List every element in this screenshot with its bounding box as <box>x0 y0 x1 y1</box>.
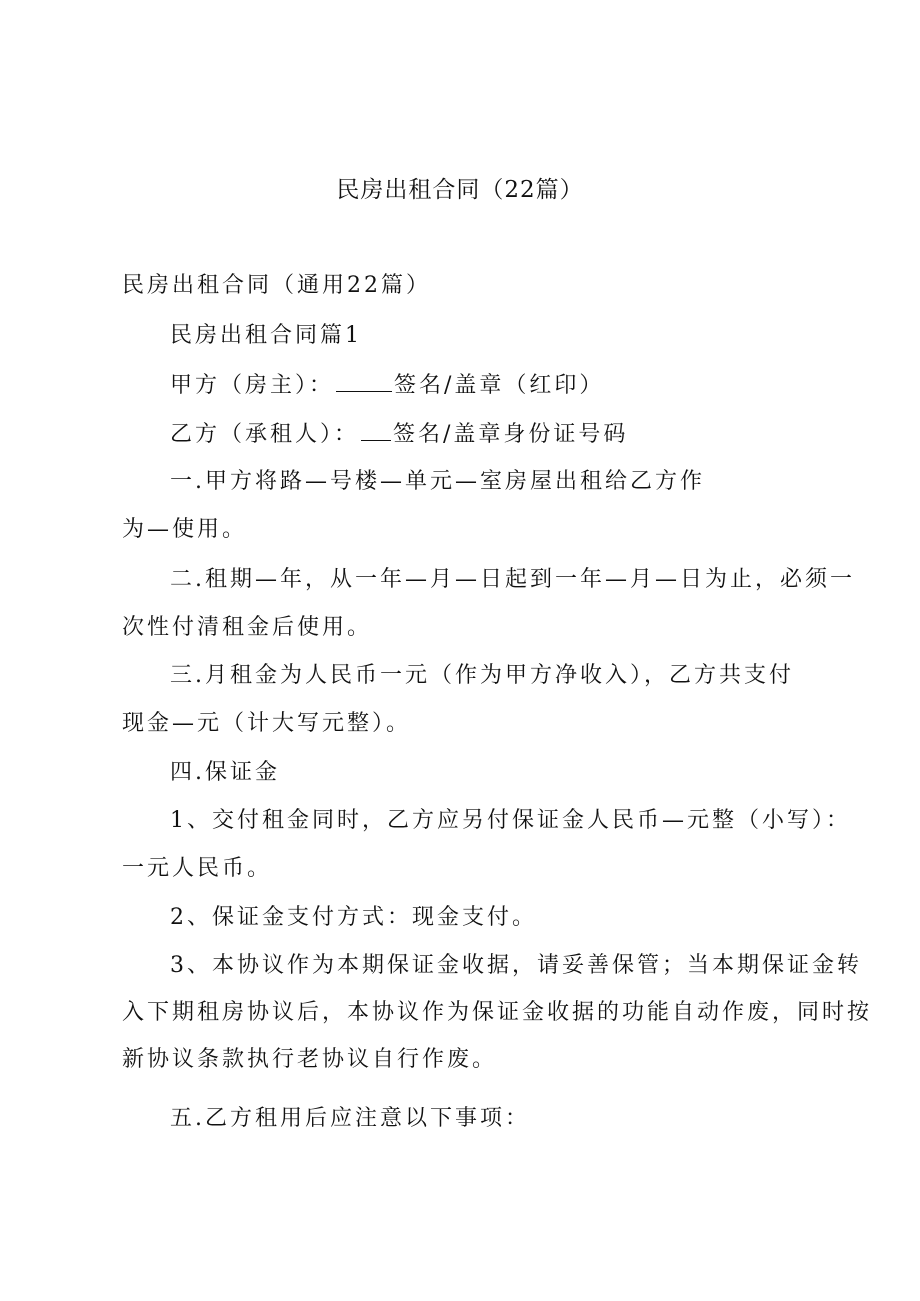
clause-3-line-2: 现金—元（计大写元整）。 <box>122 711 412 736</box>
party-a-blank <box>336 371 392 392</box>
party-b-line <box>170 420 628 449</box>
party-b-blank <box>361 420 391 441</box>
item-3-line-1: 3、本协议作为本期保证金收据，请妥善保管；当本期保证金转 <box>170 953 862 978</box>
party-a-label: 甲方（房主）： <box>170 373 335 398</box>
clause-1-line-2: 为—使用。 <box>122 517 248 542</box>
clause-2-line-2: 次性付清租金后使用。 <box>122 615 373 640</box>
clause-4-heading: 四.保证金 <box>170 760 280 785</box>
clause-5-heading: 五.乙方租用后应注意以下事项： <box>170 1106 530 1131</box>
document-subtitle: 民房出租合同（通用22篇） <box>122 273 431 298</box>
party-b-suffix: 签名/盖章身份证号码 <box>393 422 629 447</box>
clause-2-line-1: 二.租期—年，从一年—月—日起到一年—月—日为止，必须一 <box>170 567 855 592</box>
section-heading: 民房出租合同篇1 <box>170 323 362 348</box>
item-3-line-2: 入下期租房协议后，本协议作为保证金收据的功能自动作废，同时按 <box>122 1000 873 1025</box>
party-a-line <box>170 371 604 400</box>
item-1-line-2: 一元人民币。 <box>122 856 273 881</box>
clause-1-line-1: 一.甲方将路—号楼—单元—室房屋出租给乙方作 <box>170 469 705 494</box>
clause-3-line-1: 三.月租金为人民币一元（作为甲方净收入），乙方共支付 <box>170 663 794 688</box>
document-title: 民房出租合同（22篇） <box>336 177 584 203</box>
party-b-label: 乙方（承租人）： <box>170 422 360 447</box>
party-a-suffix: 签名/盖章（红印） <box>394 373 605 398</box>
item-3-line-3: 新协议条款执行老协议自行作废。 <box>122 1047 498 1072</box>
item-1-line-1: 1、交付租金同时，乙方应另付保证金人民币—元整（小写）： <box>170 808 851 833</box>
item-2: 2、保证金支付方式：现金支付。 <box>170 905 537 930</box>
